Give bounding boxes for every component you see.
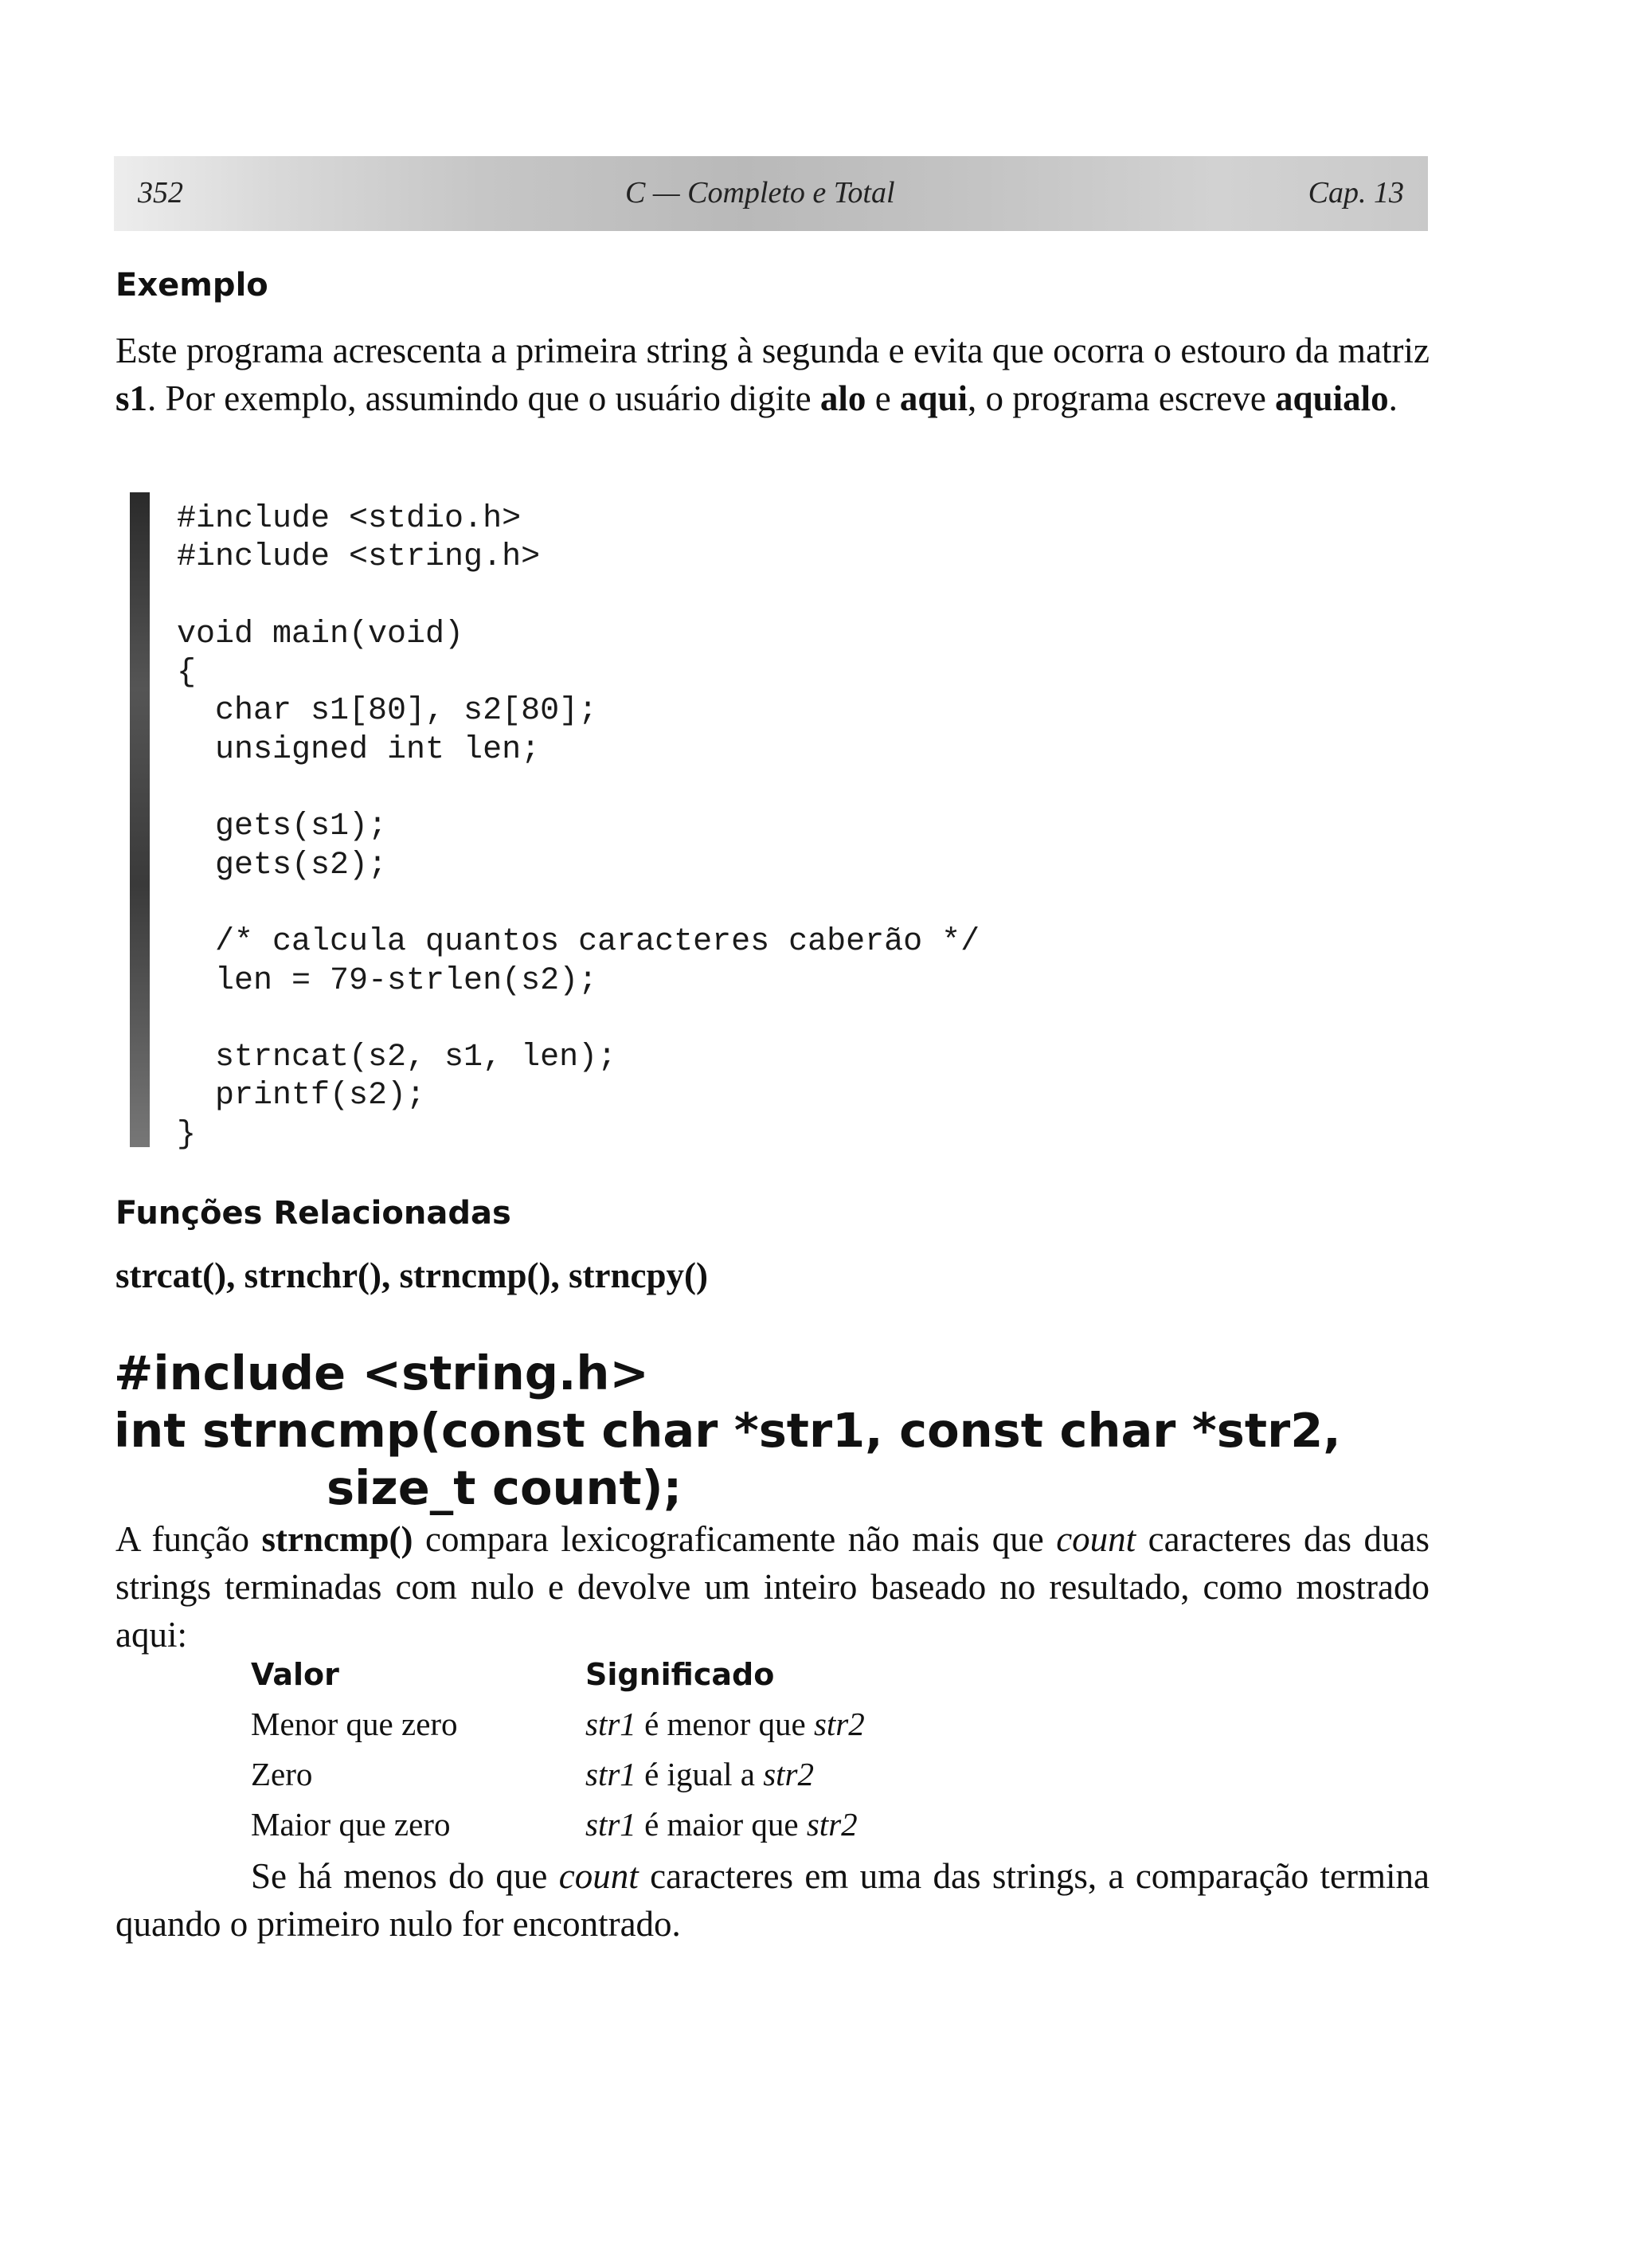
table-row-meaning: str1 é maior que str2 xyxy=(585,1806,858,1843)
note-paragraph xyxy=(115,1852,1430,1948)
intro-bold-alo: alo xyxy=(819,378,866,418)
intro-bold-aqui: aqui xyxy=(899,378,968,418)
table-row-value: Maior que zero xyxy=(251,1806,451,1843)
code-line: len = 79-strlen(s2); xyxy=(177,962,598,999)
table-header-meaning: Significado xyxy=(585,1657,775,1692)
table-row-meaning: str1 é menor que str2 xyxy=(585,1706,865,1742)
signature-line: size_t count); xyxy=(114,1460,683,1515)
intro-text: e xyxy=(866,378,900,418)
code-margin-bar xyxy=(130,492,150,1147)
code-line: #include <string.h> xyxy=(177,539,541,576)
intro-paragraph xyxy=(115,327,1430,422)
code-line: printf(s2); xyxy=(177,1078,426,1114)
code-line: unsigned int len; xyxy=(177,731,541,768)
code-line xyxy=(177,770,980,808)
book-title: C — Completo e Total xyxy=(625,176,895,210)
note-text: Se há menos do que xyxy=(251,1856,559,1896)
example-heading: Exemplo xyxy=(115,267,268,304)
table-row-meaning: str1 é igual a str2 xyxy=(585,1756,815,1792)
description-italic-count: count xyxy=(1056,1519,1136,1559)
table-header-value: Valor xyxy=(251,1657,339,1692)
intro-text: . xyxy=(1388,378,1398,418)
intro-text: . Por exemplo, assumindo que o usuário digite xyxy=(147,378,820,418)
page-number: 352 xyxy=(138,176,183,210)
code-listing xyxy=(177,500,980,1154)
code-line: strncat(s2, s1, len); xyxy=(177,1040,617,1076)
running-header xyxy=(114,156,1428,231)
code-line: char s1[80], s2[80]; xyxy=(177,693,598,730)
code-line: } xyxy=(177,1116,197,1153)
code-line xyxy=(177,1001,980,1039)
signature-line: #include <string.h> xyxy=(114,1346,649,1400)
code-line: gets(s1); xyxy=(177,809,388,845)
note-text: caracteres em uma das strings, a comparação termina quando o primeiro nulo for encontrado. xyxy=(115,1856,1430,1944)
related-functions: strcat(), strnchr(), strncmp(), strncpy() xyxy=(115,1255,708,1295)
intro-bold-s1: s1 xyxy=(115,378,148,418)
related-heading: Funções Relacionadas xyxy=(115,1195,511,1232)
signature-line: int strncmp(const char *str1, const char *str2, xyxy=(114,1403,1341,1458)
function-signature xyxy=(114,1345,1341,1517)
table-row-value: Zero xyxy=(251,1756,313,1792)
code-line: gets(s2); xyxy=(177,847,388,883)
code-line: /* calcula quantos caracteres caberão */ xyxy=(177,924,980,961)
code-line xyxy=(177,578,980,616)
intro-text: Este programa acrescenta a primeira string à segunda e evita que ocorra o estouro da matriz xyxy=(115,331,1430,370)
description-text: compara lexicograficamente não mais que xyxy=(413,1519,1057,1559)
description-text: A função xyxy=(115,1519,262,1559)
code-line: { xyxy=(177,655,197,691)
table-row-value: Menor que zero xyxy=(251,1706,458,1742)
code-line: void main(void) xyxy=(177,616,464,652)
code-line xyxy=(177,885,980,923)
description-bold-func: strncmp() xyxy=(261,1519,413,1559)
intro-text: , o programa escreve xyxy=(967,378,1276,418)
note-italic-count: count xyxy=(558,1856,639,1896)
code-line: #include <stdio.h> xyxy=(177,501,522,537)
chapter-label: Cap. 13 xyxy=(1308,176,1404,210)
description-paragraph xyxy=(115,1515,1430,1659)
intro-bold-aquialo: aquialo xyxy=(1275,378,1389,418)
description-text: caracteres das duas strings terminadas com nulo e devolve um inteiro baseado no resultado, como mostrado aqui: xyxy=(115,1519,1430,1655)
